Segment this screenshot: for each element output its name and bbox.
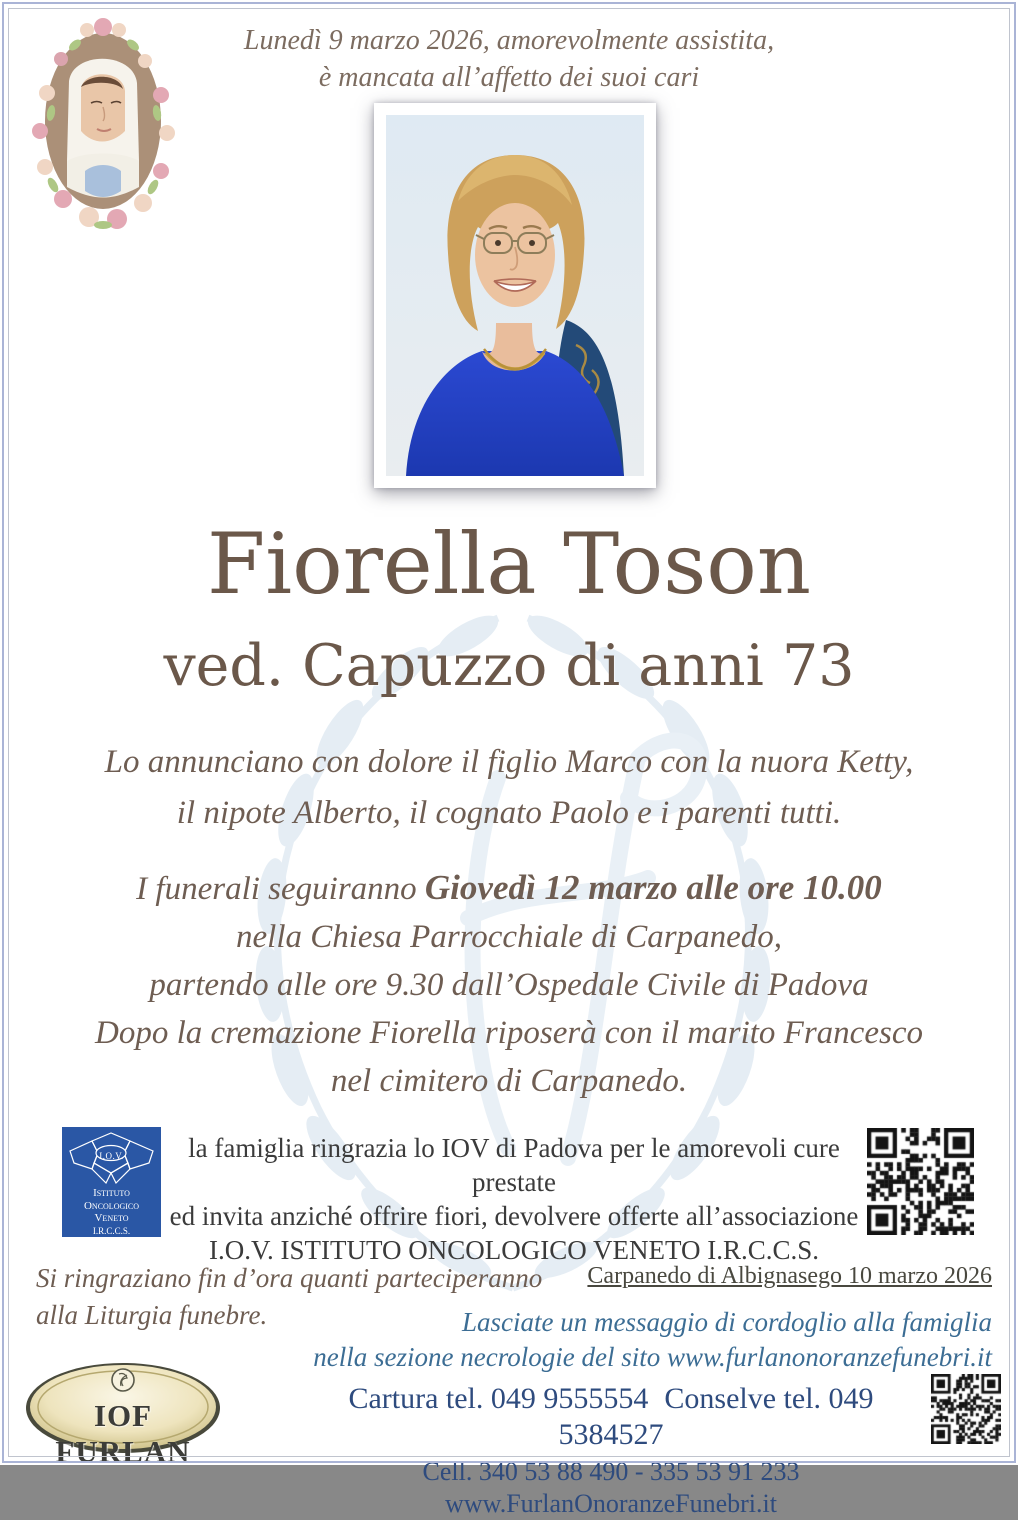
closing-thanks-line-1: Si ringraziano fin d’ora quanti parteciperanno <box>36 1263 543 1293</box>
announcement-line-1: Lo annunciano con dolore il figlio Marco con la nuora Ketty, <box>104 744 914 780</box>
funeral-line-2: nella Chiesa Parrocchiale di Carpanedo, <box>236 919 782 955</box>
iov-acronym: I.O.V. <box>99 1151 124 1161</box>
family-announcement <box>40 737 978 839</box>
place-date: Carpanedo di Albignasego 10 marzo 2026 <box>587 1263 992 1289</box>
funeral-line-3: partendo alle ore 9.30 dall’Ospedale Civile di Padova <box>149 967 869 1003</box>
funeral-datetime: Giovedì 12 marzo alle ore 10.00 <box>424 868 882 907</box>
iov-thanks-line-1: la famiglia ringrazia lo IOV di Padova per le amorevoli cure prestate <box>188 1133 840 1197</box>
condolence-line-2: nella sezione necrologie del sito www.furlanonoranzefunebri.it <box>313 1342 992 1372</box>
intro-line-1: Lunedì 9 marzo 2026, amorevolmente assistita, <box>243 25 775 56</box>
deceased-subtitle: ved. Capuzzo di anni 73 <box>163 633 855 699</box>
footer-phones <box>300 1381 922 1453</box>
qr-code-top <box>867 1128 974 1235</box>
funeral-details <box>30 864 988 1105</box>
iof-furlan-logo <box>24 1358 222 1469</box>
closing-thanks-line-2: alla Liturgia funebre. <box>36 1300 268 1330</box>
funeral-line-1 <box>30 864 988 913</box>
iof-furlan-label: IOF FURLAN <box>55 1398 191 1469</box>
condolence-message <box>313 1305 992 1375</box>
iov-logo <box>62 1127 161 1237</box>
announcement-line-2: il nipote Alberto, il cognato Paolo e i parenti tutti. <box>176 795 842 831</box>
footer-contact-cell: Cell. 340 53 88 490 - 335 53 91 233 www.FurlanOnoranzeFunebri.it <box>422 1457 800 1518</box>
iov-logo-irccs: I.R.C.C.S. <box>92 1225 131 1236</box>
condolence-line-1: Lasciate un messaggio di cordoglio alla famiglia <box>462 1307 992 1337</box>
deceased-name: Fiorella Toson <box>207 515 811 613</box>
iov-logo-line-2: Oncologico <box>83 1199 140 1212</box>
iov-logo-text <box>62 1187 161 1237</box>
portrait-photo <box>386 115 644 476</box>
iov-thanks-line-3: I.O.V. ISTITUTO ONCOLOGICO VENETO I.R.C.C.S. <box>208 1235 820 1265</box>
qr-code-bottom <box>931 1374 1001 1444</box>
footer-contact-cartura: Cartura tel. 049 9555554 <box>348 1382 649 1415</box>
intro-line-2: è mancata all’affetto dei suoi cari <box>318 62 700 93</box>
footer-contacts <box>300 1381 922 1520</box>
iov-logo-line-3: Veneto <box>94 1212 129 1224</box>
iov-thanks-line-2: ed invita anziché offrire fiori, devolvere offerte all’associazione <box>169 1201 859 1231</box>
intro-text <box>130 22 888 96</box>
iov-logo-line-1: Istituto <box>93 1187 130 1199</box>
funeral-line-1-prefix: I funerali seguiranno <box>136 871 425 907</box>
funeral-line-4: Dopo la cremazione Fiorella riposerà con il marito Francesco <box>95 1015 923 1051</box>
portrait-photo-frame <box>374 103 656 488</box>
iov-thanks-text <box>168 1131 860 1267</box>
footer-contact-conselve: Conselve tel. 049 5384527 <box>558 1382 874 1451</box>
funeral-line-5: nel cimitero di Carpanedo. <box>330 1063 688 1099</box>
